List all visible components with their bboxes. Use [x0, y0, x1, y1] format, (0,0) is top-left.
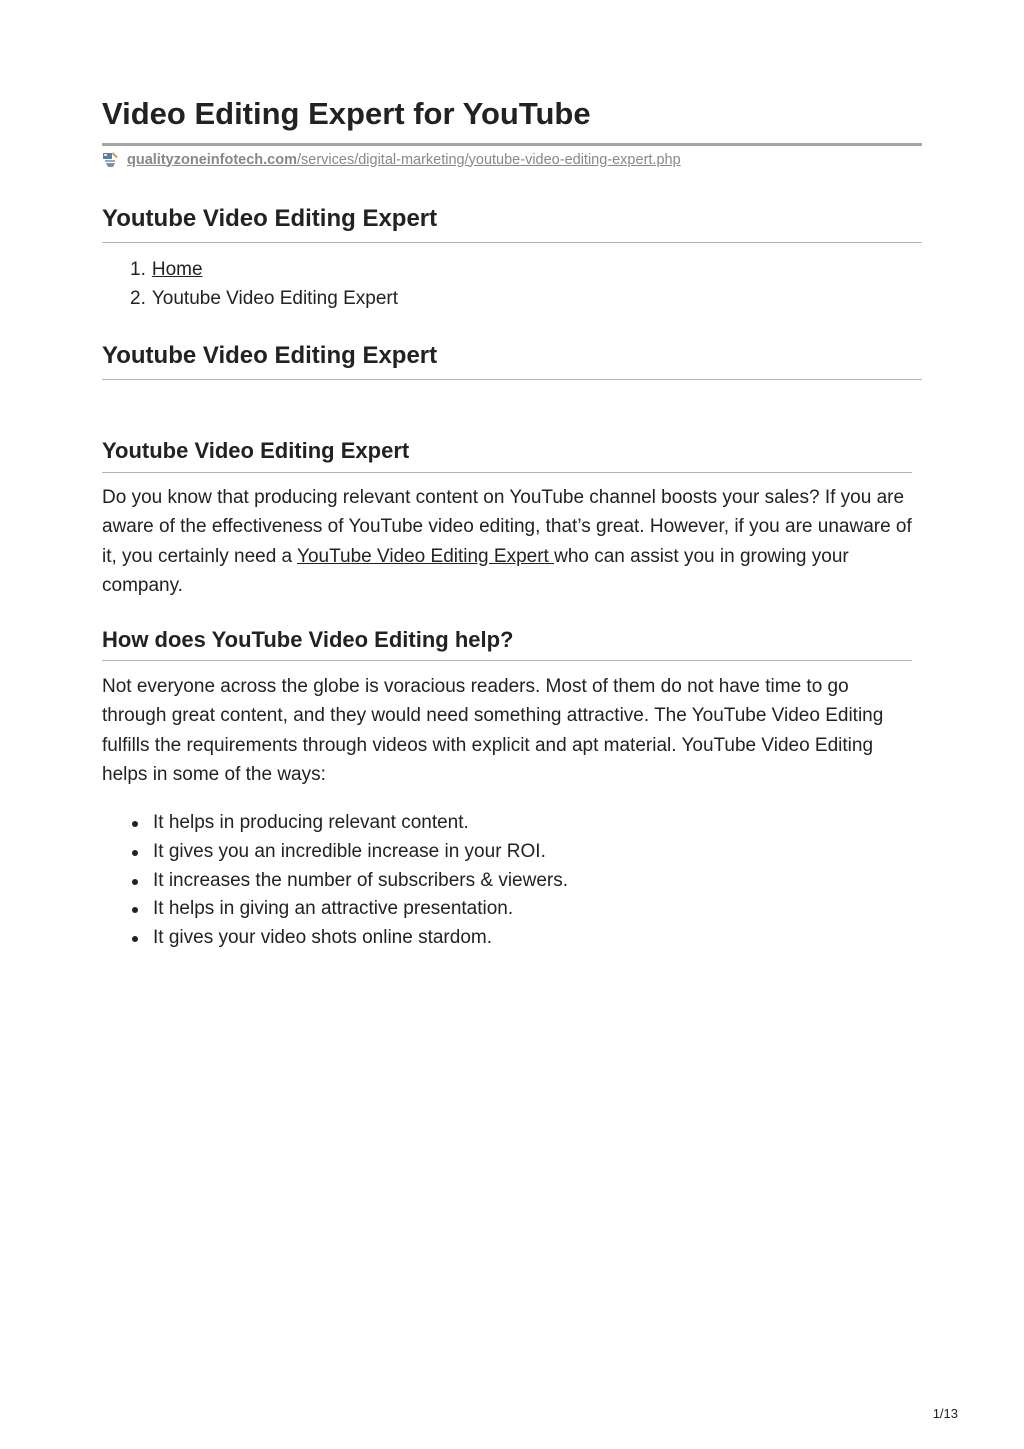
subsection-heading-2: How does YouTube Video Editing help? [102, 627, 514, 652]
subsection-heading-1: Youtube Video Editing Expert [102, 438, 410, 463]
heading-1-divider [102, 242, 922, 243]
breadcrumb-home-link[interactable]: Home [151, 259, 203, 280]
title-divider [102, 143, 922, 146]
source-path: /services/digital-marketing/youtube-video-editing-expert.php [297, 151, 681, 168]
source-url-line [102, 151, 681, 168]
bullet-icon [132, 821, 138, 827]
list-item [132, 867, 568, 896]
list-item-text: It increases the number of subscribers & viewers. [153, 869, 569, 891]
intro-text-end: who can assist you in growing your company. [102, 545, 849, 597]
list-item-text: It helps in producing relevant content. [153, 812, 469, 833]
bullet-icon [132, 850, 138, 856]
list-item [132, 924, 568, 953]
list-item [132, 809, 568, 838]
breadcrumb-number: 2. [130, 287, 146, 309]
benefits-list [132, 809, 568, 953]
heading-2-divider [102, 379, 922, 380]
list-item [132, 895, 568, 924]
intro-text-start: Do you know that producing relevant content on YouTube channel boosts your sales? If you are aware of the effectiveness of YouTube video editing, that’s great. However, if you are unaware of it, you certainly need a [102, 487, 912, 567]
bullet-icon [132, 936, 138, 942]
subsection-2-divider [102, 660, 912, 661]
bullet-icon [132, 879, 138, 885]
list-item-text: It gives your video shots online stardom. [153, 927, 493, 949]
list-item-text: It gives you an incredible increase in your ROI. [153, 840, 546, 862]
intro-paragraph [102, 483, 918, 601]
bullet-icon [132, 907, 138, 913]
subsection-1-divider [102, 472, 912, 473]
youtube-video-editing-expert-link[interactable]: YouTube Video Editing Expert [297, 545, 555, 567]
section-heading-2: Youtube Video Editing Expert [102, 342, 438, 369]
source-domain: qualityzoneinfotech.com [127, 151, 297, 168]
help-paragraph: Not everyone across the globe is voracious readers. Most of them do not have time to go through great content, and they would need something attractive. The YouTube Video Editing fulfills the requirements through videos with explicit and apt material. YouTube Video Editing helps in some of the ways: [102, 676, 884, 786]
breadcrumb-item-home [130, 256, 398, 285]
list-item [132, 838, 568, 867]
site-favicon-icon [102, 151, 119, 168]
list-item-text: It helps in giving an attractive presentation. [153, 898, 514, 920]
page-number: 1/13 [932, 1406, 958, 1421]
breadcrumb-current-label: Youtube Video Editing Expert [151, 287, 398, 309]
breadcrumb [130, 256, 398, 313]
breadcrumb-number: 1. [130, 259, 146, 280]
breadcrumb-item-current [130, 285, 398, 314]
document-title: Video Editing Expert for YouTube [102, 96, 591, 131]
section-heading-1: Youtube Video Editing Expert [102, 205, 438, 232]
source-url-link[interactable] [127, 152, 681, 168]
